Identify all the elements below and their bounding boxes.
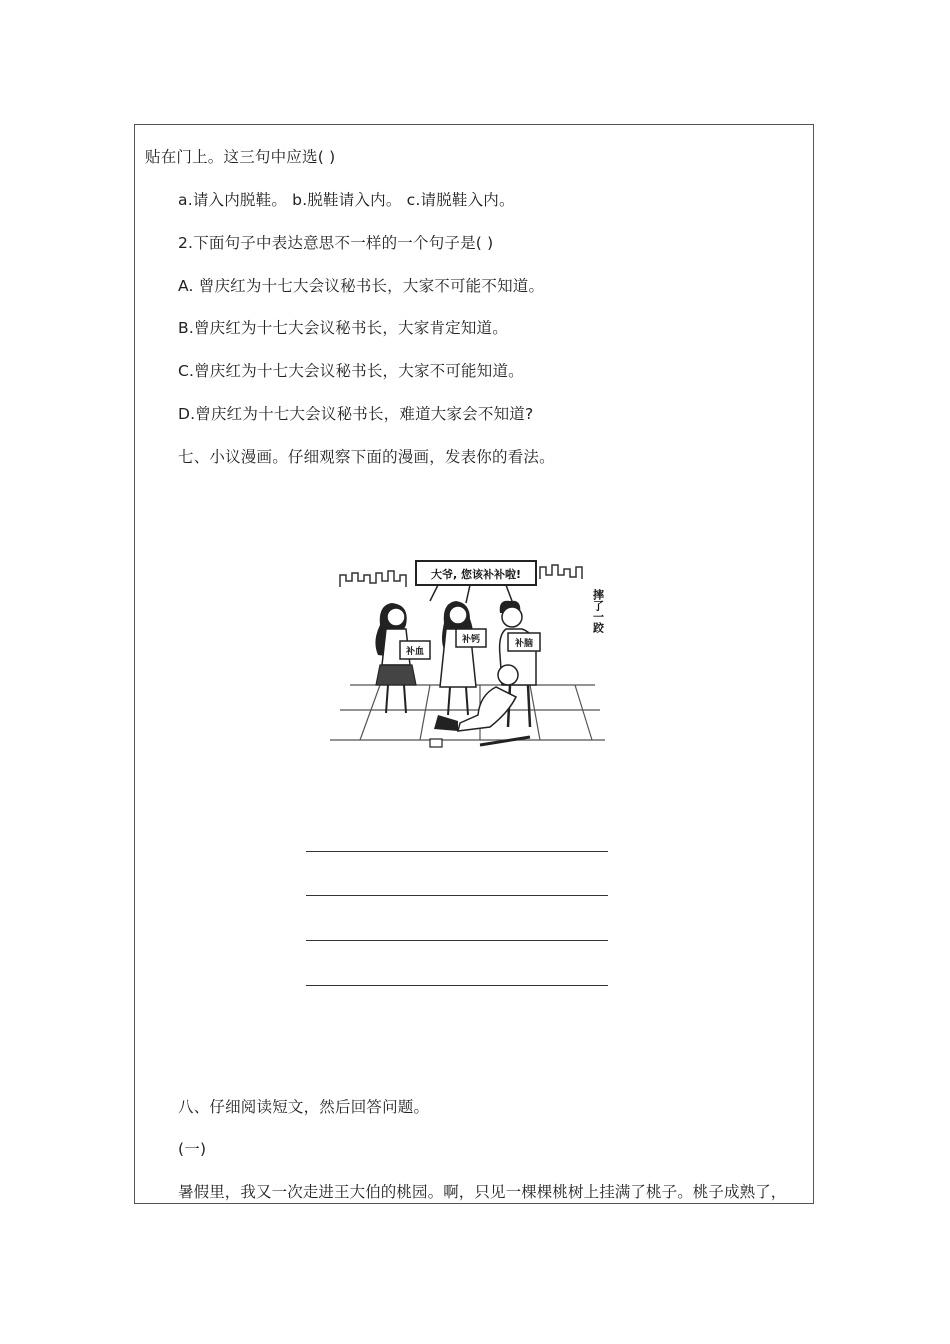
speech-bubble-text: 大爷, 您该补补啦! <box>430 568 522 581</box>
answer-line-2[interactable] <box>306 895 608 896</box>
question-2: 2.下面句子中表达意思不一样的一个句子是( ) <box>178 234 494 252</box>
answer-line-4[interactable] <box>306 985 608 986</box>
text-line-1: 贴在门上。这三句中应选( ) <box>145 148 336 166</box>
passage-label: (一) <box>178 1140 207 1158</box>
section-7-heading: 七、小议漫画。仔细观察下面的漫画，发表你的看法。 <box>178 448 555 466</box>
section-8-heading: 八、仔细阅读短文，然后回答问题。 <box>178 1098 430 1116</box>
option-b: B.曾庆红为十七大会议秘书长，大家肯定知道。 <box>178 319 508 337</box>
answer-line-1[interactable] <box>306 851 608 852</box>
comic-illustration <box>330 545 610 760</box>
sign-right-text: 补脑 <box>514 639 534 649</box>
comic-caption: 摔了一跤 <box>591 589 605 633</box>
sign-left-text: 补血 <box>405 647 425 657</box>
option-c: C.曾庆红为十七大会议秘书长，大家不可能知道。 <box>178 362 524 380</box>
option-d: D.曾庆红为十七大会议秘书长，难道大家会不知道? <box>178 405 534 423</box>
answer-line-3[interactable] <box>306 940 608 941</box>
sign-middle-text: 补钙 <box>461 635 481 645</box>
option-a: A. 曾庆红为十七大会议秘书长，大家不可能不知道。 <box>178 277 545 295</box>
text-line-options: a.请入内脱鞋。 b.脱鞋请入内。 c.请脱鞋入内。 <box>178 191 515 209</box>
passage-first-line: 暑假里，我又一次走进王大伯的桃园。啊，只见一棵棵桃树上挂满了桃子。桃子成熟了， <box>178 1183 787 1201</box>
